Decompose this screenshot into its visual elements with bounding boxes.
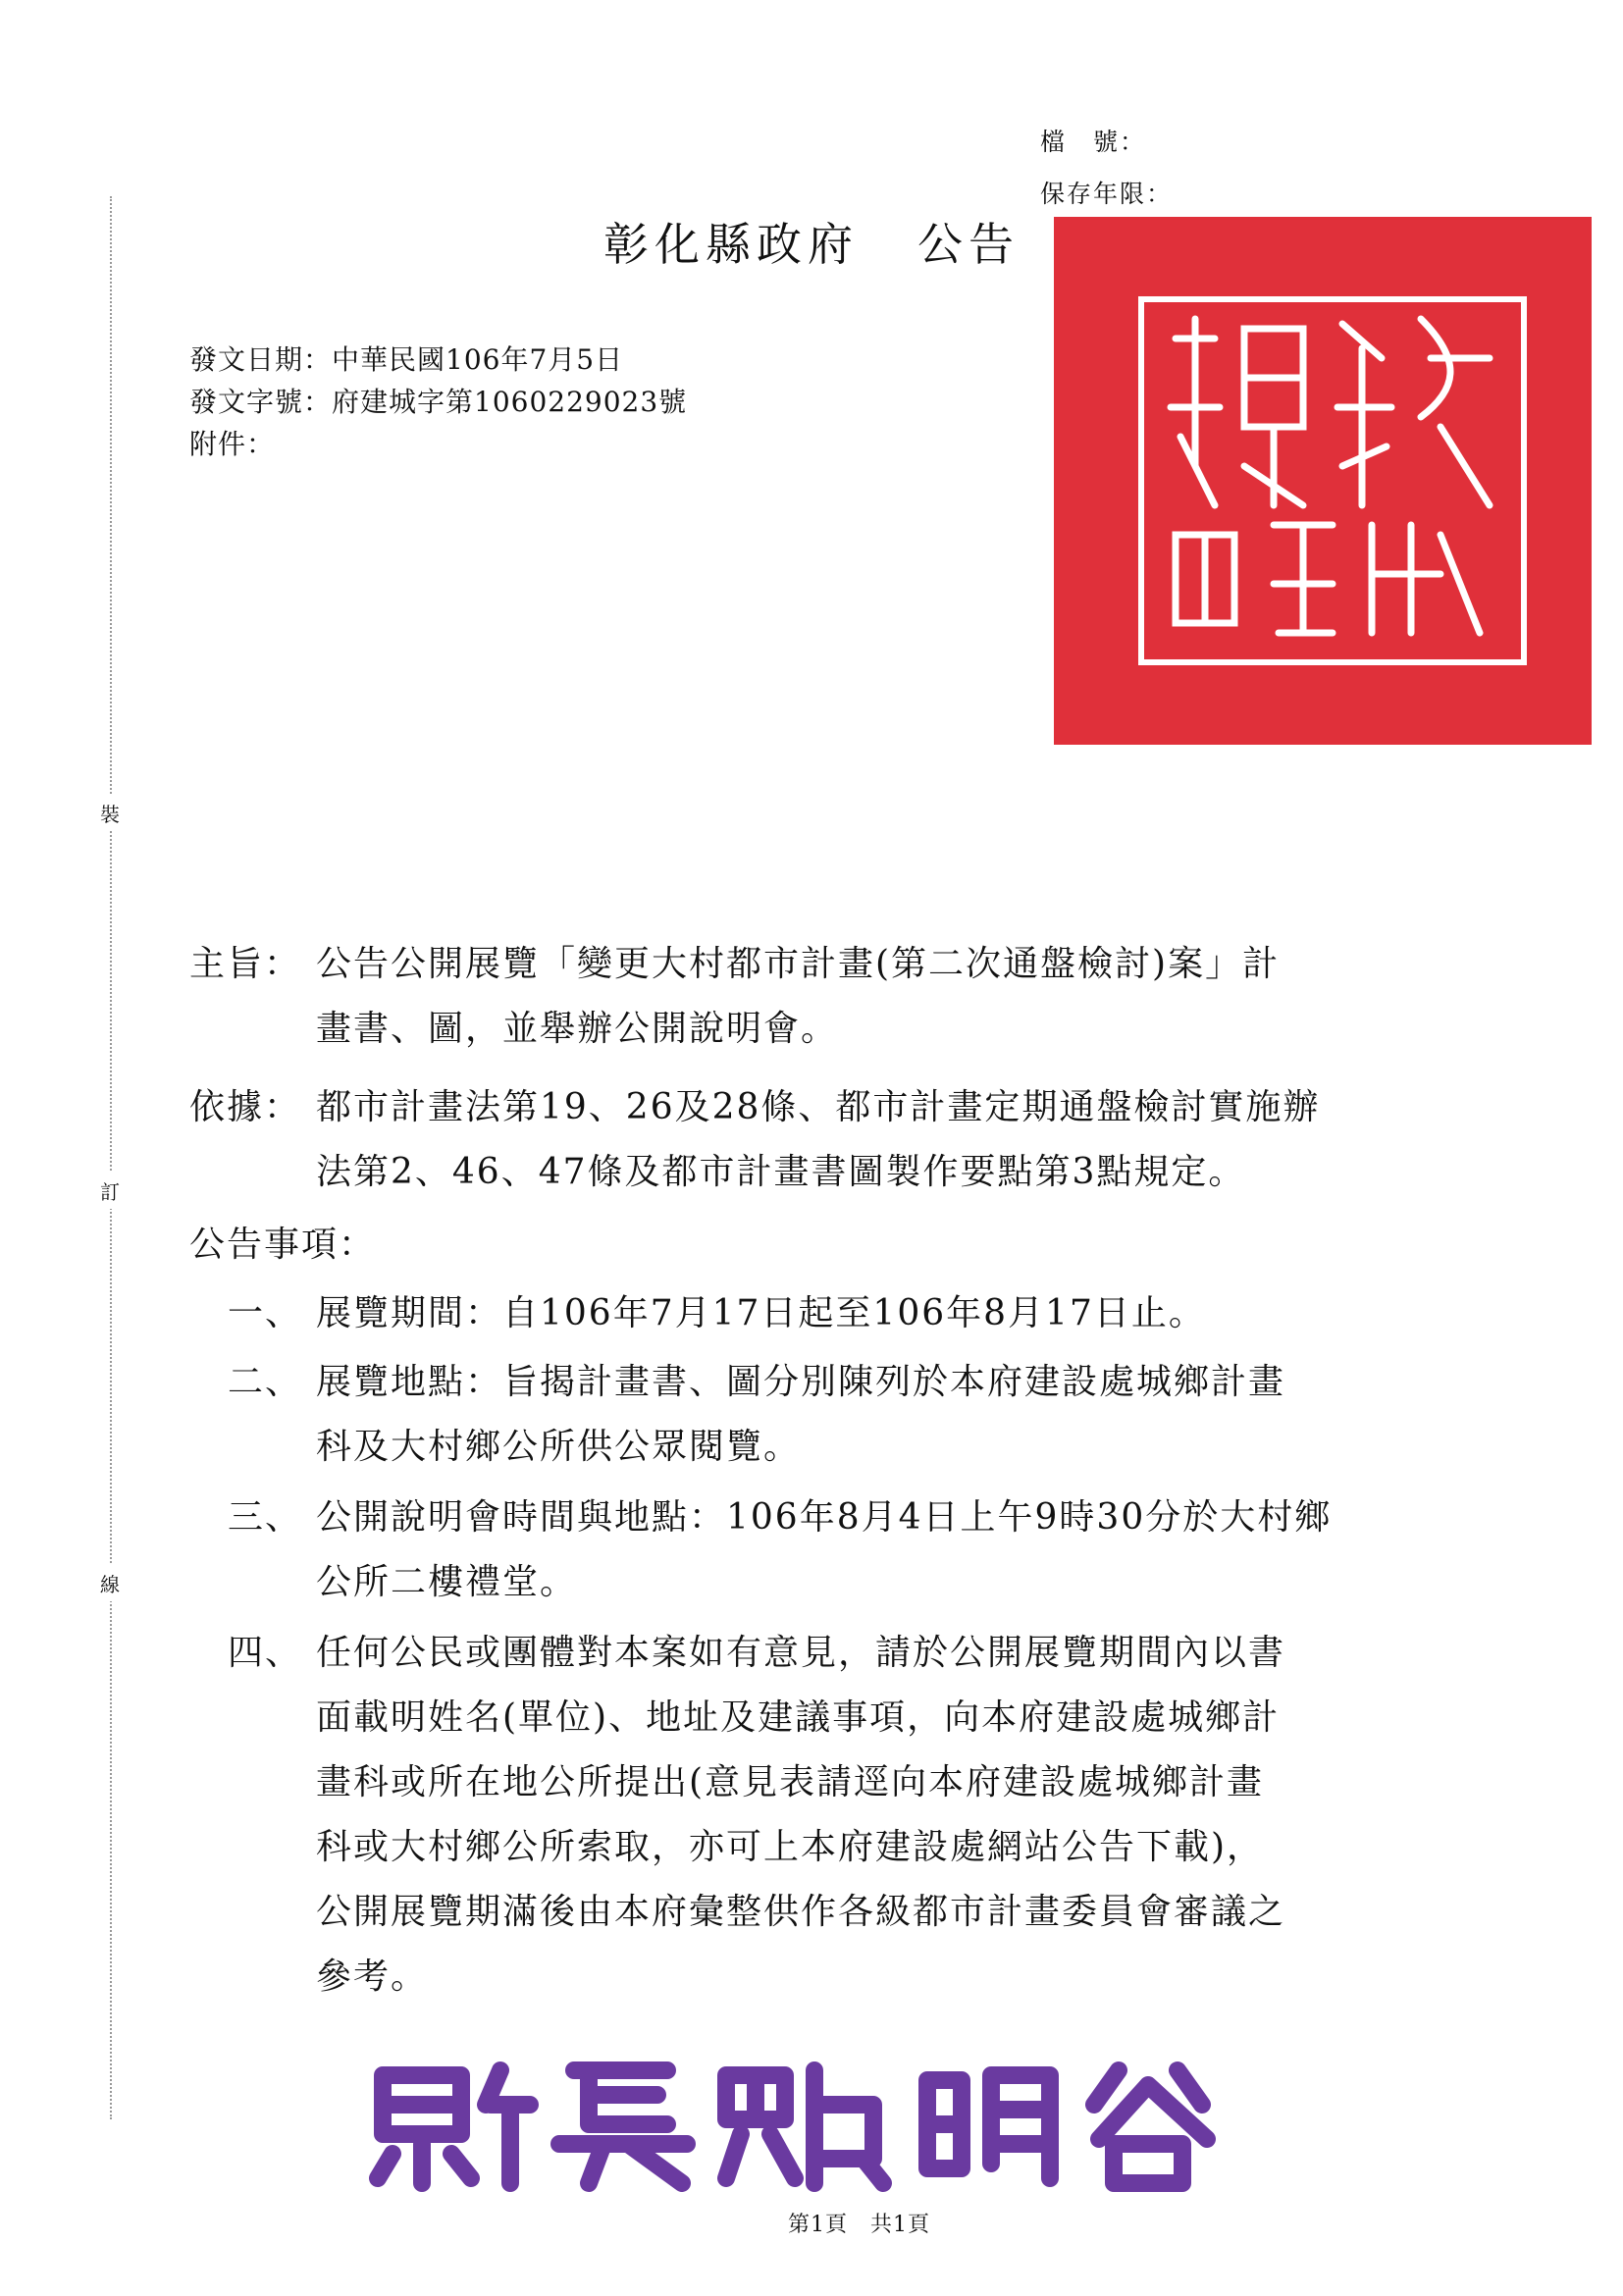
page-number: 第1頁 共1頁 <box>788 2213 930 2237</box>
item-4-number: 四、 <box>228 1633 303 1673</box>
binding-label-xian: 線 <box>100 1565 120 1601</box>
basis-line-2: 法第2、46、47條及都市計畫書圖製作要點第3點規定。 <box>316 1152 1246 1192</box>
item-2-number: 二、 <box>228 1362 303 1402</box>
announcement-items-label: 公告事項： <box>189 1225 377 1265</box>
file-number-label: 檔 號： <box>1040 128 1147 156</box>
item-3-number: 三、 <box>228 1497 303 1538</box>
subject-label: 主旨： <box>189 944 302 984</box>
binding-dotted-line <box>110 196 112 2119</box>
agency-name: 彰化縣政府 <box>603 218 859 271</box>
subject-line-2: 畫書、圖，並舉辦公開說明會。 <box>316 1009 839 1049</box>
official-seal <box>1048 211 1597 751</box>
item-4-line-1: 任何公民或團體對本案如有意見，請於公開展覽期間內以書 <box>316 1633 1286 1673</box>
item-2-line-1: 展覽地點：旨揭計畫書、圖分別陳列於本府建設處城鄉計畫 <box>316 1362 1286 1402</box>
basis-label: 依據： <box>189 1087 302 1127</box>
binding-label-ding: 訂 <box>100 1173 120 1209</box>
retention-period-label: 保存年限： <box>1040 180 1174 208</box>
magistrate-signature-stamp <box>353 2046 1295 2193</box>
basis-line-1: 都市計畫法第19、26及28條、都市計畫定期通盤檢討實施辦 <box>316 1087 1321 1127</box>
attachment-label: 附件： <box>189 428 276 460</box>
item-2-line-2: 科及大村鄉公所供公眾閱覽。 <box>316 1427 802 1467</box>
document-type: 公告 <box>917 218 1020 271</box>
item-1-line-1: 展覽期間：自106年7月17日起至106年8月17日止。 <box>316 1293 1206 1333</box>
document-title <box>603 209 1020 274</box>
item-3-line-1: 公開說明會時間與地點：106年8月4日上午9時30分於大村鄉 <box>316 1497 1333 1538</box>
item-4-line-6: 參考。 <box>316 1957 429 1997</box>
item-3-line-2: 公所二樓禮堂。 <box>316 1562 578 1602</box>
subject-line-1: 公告公開展覽「變更大村都市計畫(第二次通盤檢討)案」計 <box>316 944 1281 984</box>
item-4-line-3: 畫科或所在地公所提出(意見表請逕向本府建設處城鄉計畫 <box>316 1762 1265 1802</box>
reference-number: 發文字號：府建城字第1060229023號 <box>189 386 688 418</box>
item-4-line-5: 公開展覽期滿後由本府彙整供作各級都市計畫委員會審議之 <box>316 1892 1286 1932</box>
item-1-number: 一、 <box>228 1293 303 1333</box>
binding-label-zhuang: 裝 <box>100 795 120 831</box>
issue-date: 發文日期：中華民國106年7月5日 <box>189 343 624 376</box>
item-4-line-2: 面載明姓名(單位)、地址及建議事項，向本府建設處城鄉計 <box>316 1697 1281 1738</box>
item-4-line-4: 科或大村鄉公所索取，亦可上本府建設處網站公告下載)， <box>316 1827 1265 1867</box>
